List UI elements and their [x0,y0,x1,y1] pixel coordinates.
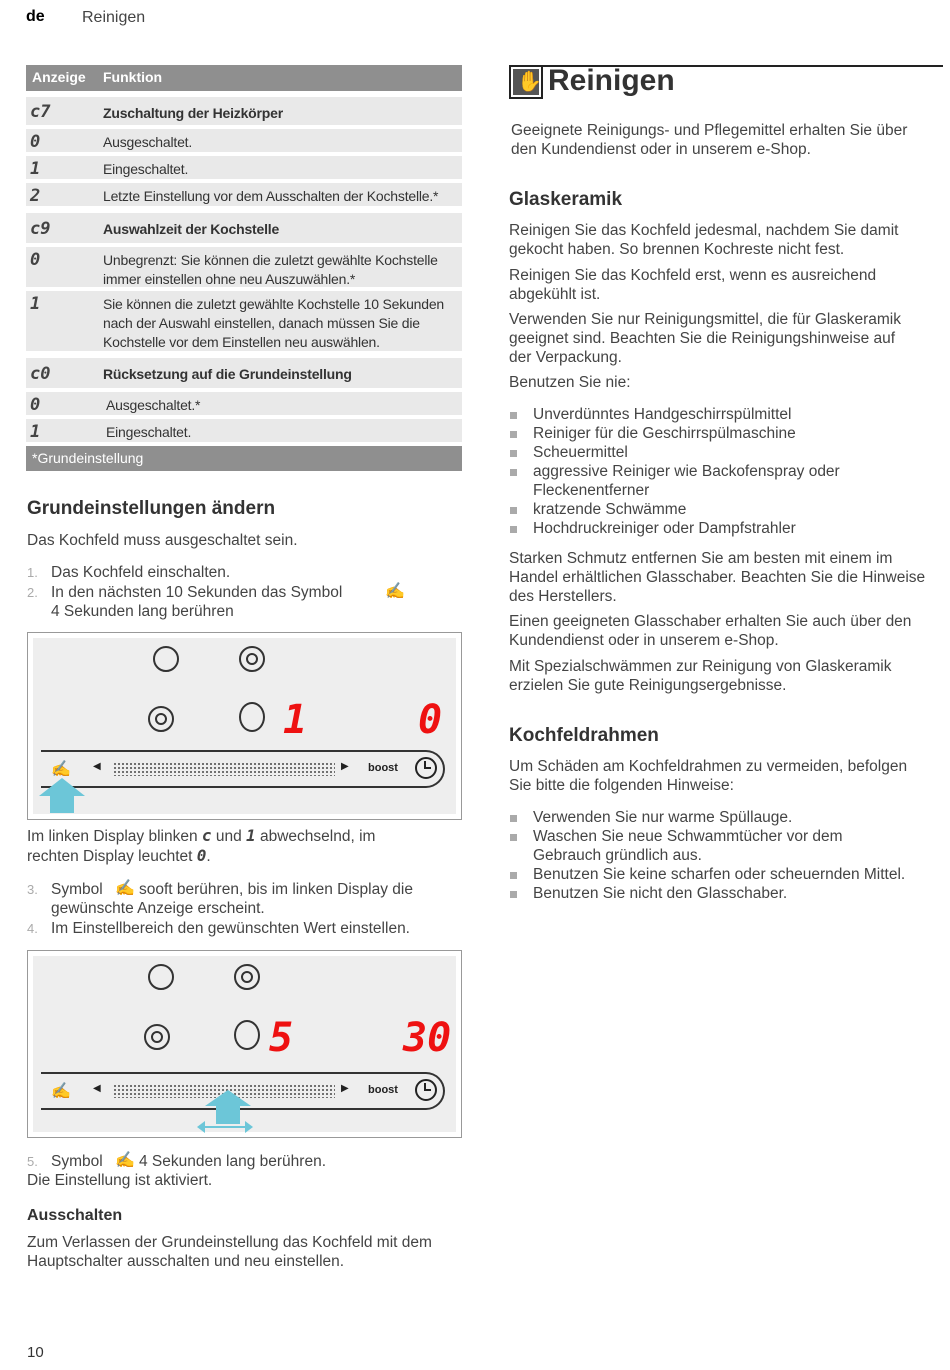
display-code: 1 [30,422,41,442]
cooktop-panel-1 [27,632,462,820]
step-number: 1. [27,565,38,580]
table-row-text: Eingeschaltet. [106,424,192,440]
increase-icon[interactable]: ▶ [341,761,349,772]
table-row-text: Unbegrenzt: Sie können die zuletzt gewählte Kochstelle immer einstellen ohne neu Auszuwählen.* [103,252,438,287]
intro-text: Das Kochfeld muss ausgeschaltet sein. [27,532,298,549]
paragraph: Reinigen Sie das Kochfeld erst, wenn es ausreichend abgekühlt ist. [509,267,877,303]
decrease-icon[interactable]: ◀ [93,761,101,772]
cooking-symbol-icon[interactable]: ✍ [51,761,71,778]
step-text: gewünschte Anzeige erscheint. [51,900,265,917]
heading-glaskeramik: Glaskeramik [509,189,623,210]
left-display: 1 [283,697,308,743]
arrow-up-icon [39,778,85,796]
table-row [26,247,462,287]
arrow-stem [216,1106,240,1124]
list-item: Benutzen Sie keine scharfen oder scheuernden Mittel. [509,865,909,884]
step-text: 4 Sekunden lang berühren [51,603,234,620]
display-code: 1 [30,294,41,314]
step-number: 2. [27,585,38,600]
paragraph: Starken Schmutz entfernen Sie am besten mit einem im Handel erhältlichen Glasschaber. Beachten Sie die Hinweise des Herstellers. [509,550,926,605]
dual-hotplate-icon [234,964,260,990]
paragraph: Einen geeigneten Glasschaber erhalten Sie auch über den Kundendienst oder in unserem e-Shop. [509,613,912,649]
display-code: 0 [30,250,41,270]
step-5 [27,1152,467,1192]
cooktop-panel-2 [27,950,462,1138]
table-row [26,183,462,206]
step-4 [27,919,467,938]
step-text: Symbol [51,1153,103,1170]
cooking-symbol-icon: ✍ [115,1152,135,1169]
left-display: 5 [269,1015,294,1061]
language-code: de [26,8,45,25]
col-header-function: Funktion [103,69,163,85]
table-row-text: Letzte Einstellung vor dem Ausschalten der Kochstelle.* [103,188,439,204]
right-display: 0 [418,697,443,743]
table-row [26,97,462,125]
cleaning-hand-icon: ✋ [509,65,543,99]
table-row [26,291,462,351]
list-item: Scheuermittel [509,443,909,462]
text: abwechselnd, im [259,828,376,845]
display-code: 2 [30,186,41,206]
control-bar [41,750,445,788]
table-row [26,392,462,415]
cooktop-surface [33,956,456,1132]
hotplate-icon [153,646,179,672]
arrow-up-icon [205,1090,251,1106]
dual-hotplate-icon [239,646,265,672]
paragraph: Mit Spezialschwämmen zur Reinigung von Glaskeramik erzielen Sie gute Reinigungsergebnisse. [509,658,892,694]
step-text: 4 Sekunden lang berühren. [139,1153,327,1170]
increase-icon[interactable]: ▶ [341,1083,349,1094]
text: und [215,828,242,845]
boost-button[interactable]: boost [368,762,398,774]
right-arrowhead [245,1121,253,1133]
display-code: c [201,826,212,845]
col-header-display: Anzeige [32,69,86,85]
list-item: Benutzen Sie nicht den Glasschaber. [509,884,909,903]
display-code: 1 [30,159,41,179]
table-row-text: Ausgeschaltet. [103,134,193,150]
table-row-text: Ausgeschaltet.* [106,397,201,413]
boost-button[interactable]: boost [368,1084,398,1096]
display-code: c7 [30,102,51,122]
step-2 [27,583,467,623]
list-item: Verwenden Sie nur warme Spüllauge. [509,808,909,827]
table-row [26,213,462,243]
paragraph: Um Schäden am Kochfeldrahmen zu vermeiden, befolgen Sie bitte die folgenden Hinweise: [509,758,908,794]
cooking-symbol-icon: ✍ [385,583,405,600]
frame-care-list [509,808,909,903]
oval-hotplate-icon [239,702,265,732]
table-header [26,65,462,91]
ausschalten-text: Zum Verlassen der Grundeinstellung das Kochfeld mit dem Hauptschalter ausschalten und neu einstellen. [27,1234,432,1270]
page-title: Reinigen [548,64,675,97]
display-code: 0 [30,395,41,415]
list-item: Hochdruckreiniger oder Dampfstrahler [509,519,909,538]
table-row-text: Sie können die zuletzt gewählte Kochstelle 10 Sekunden nach der Auswahl einstellen, danach müssen Sie die Kochstelle vor dem Einstellen neu auswählen. [103,296,444,350]
forbidden-cleaners-list [509,405,909,538]
dual-hotplate-icon [148,706,174,732]
table-row-text: Rücksetzung auf die Grundeinstellung [103,366,352,382]
hotplate-icon [148,964,174,990]
text: rechten Display leuchtet [27,848,193,865]
list-item: kratzende Schwämme [509,500,909,519]
display-code: 0 [30,132,41,152]
left-arrowhead [197,1121,205,1133]
step-text: Das Kochfeld einschalten. [51,564,231,581]
table-row [26,358,462,388]
heading-grundeinstellungen: Grundeinstellungen ändern [27,498,276,519]
table-row [26,156,462,179]
list-item: Reiniger für die Geschirrspülmaschine [509,424,909,443]
display-code: 0 [196,846,207,865]
step-number: 5. [27,1154,38,1169]
heading-kochfeldrahmen: Kochfeldrahmen [509,725,659,746]
step-number: 4. [27,921,38,936]
running-header-section: Reinigen [82,9,146,26]
paragraph: Verwenden Sie nur Reinigungsmittel, die für Glaskeramik geeignet sind. Beachten Sie die Reinigungshinweise auf der Verpackung. [509,311,901,366]
paragraph: Reinigen Sie das Kochfeld jedesmal, nachdem Sie damit gekocht haben. So brennen Kochreste nicht fest. [509,222,899,258]
cooking-symbol-icon[interactable]: ✍ [51,1083,71,1100]
display-code: 1 [246,826,256,845]
step-text: Symbol [51,881,103,898]
step-1 [27,563,467,582]
table-row-text: Zuschaltung der Heizkörper [103,105,283,121]
paragraph: Benutzen Sie nie: [509,374,631,391]
step-text: In den nächsten 10 Sekunden das Symbol [51,584,343,601]
step-3 [27,880,467,920]
display-code: c9 [30,219,51,239]
text: Im linken Display blinken [27,828,198,845]
table-footnote [26,446,462,471]
timer-icon[interactable] [415,1079,437,1101]
slider-area[interactable] [113,762,335,776]
text: . [206,848,211,865]
double-arrow-icon [199,1126,249,1128]
timer-icon[interactable] [415,757,437,779]
oval-hotplate-icon [234,1020,260,1050]
arrow-stem [50,795,74,813]
list-item: Waschen Sie neue Schwammtücher vor dem Gebrauch gründlich aus. [509,827,909,865]
right-display: 30 [403,1015,452,1061]
step-number: 3. [27,882,38,897]
dual-hotplate-icon [144,1024,170,1050]
intro-text: Geeignete Reinigungs- und Pflegemittel erhalten Sie über den Kundendienst oder in unserem e-Shop. [511,122,908,158]
decrease-icon[interactable]: ◀ [93,1083,101,1094]
blink-description [27,826,467,866]
display-code: c0 [30,364,51,384]
step-text: Im Einstellbereich den gewünschten Wert einstellen. [51,920,410,937]
step-text: Die Einstellung ist aktiviert. [27,1172,213,1189]
cooking-symbol-icon: ✍ [115,880,135,897]
table-row [26,419,462,442]
list-item: Unverdünntes Handgeschirrspülmittel [509,405,909,424]
table-row-text: Eingeschaltet. [103,161,189,177]
heading-ausschalten: Ausschalten [27,1207,123,1224]
page-number: 10 [27,1344,44,1361]
step-text: sooft berühren, bis im linken Display die [139,881,413,898]
table-row-text: Auswahlzeit der Kochstelle [103,221,280,237]
list-item: aggressive Reiniger wie Backofenspray oder Fleckenentferner [509,462,909,500]
table-row [26,129,462,152]
footnote-text: *Grundeinstellung [32,450,144,466]
cooktop-surface [33,638,456,814]
